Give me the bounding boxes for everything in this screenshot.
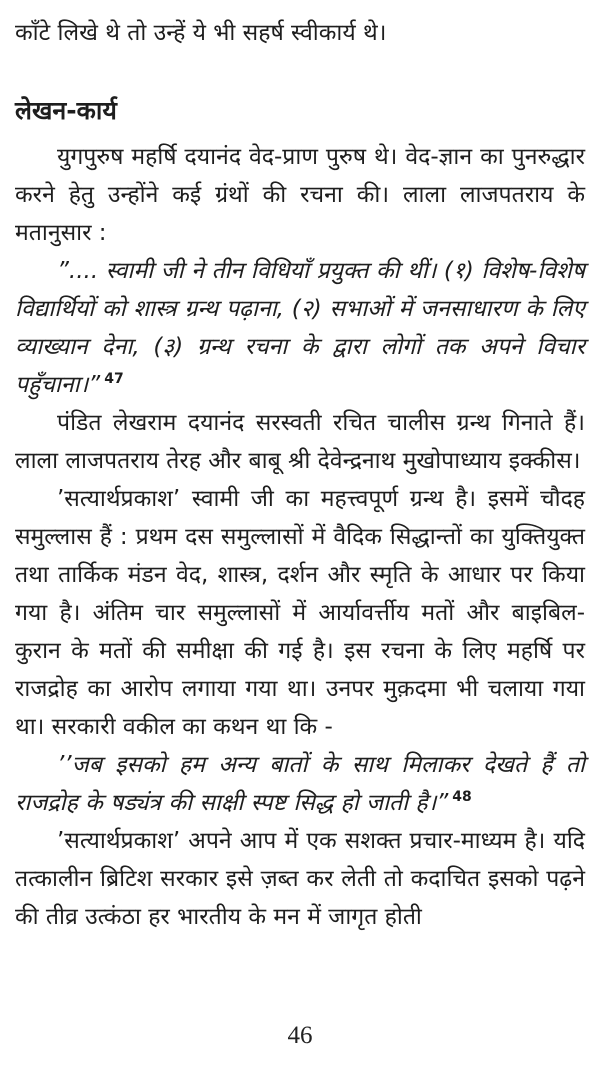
paragraph-intro: युगपुरुष महर्षि दयानंद वेद-प्राण पुरुष थे। वेद-ज्ञान का पुनरुद्धार करने हेतु उन्होंने कई ग्रंथों की रचना की। लाला लाजपतराय के मतानुसार : <box>15 144 585 246</box>
paragraph-granth-count: पंडित लेखराम दयानंद सरस्वती रचित चालीस ग्रन्थ गिनाते हैं। लाला लाजपतराय तेरह और बाबू श्री देवेन्द्रनाथ मुखोपाध्याय इक्कीस। <box>15 410 585 474</box>
quotation-1-text: ”.... स्वामी जी ने तीन विधियाँ प्रयुक्त की थीं। (१) विशेष-विशेष विद्यार्थियों को शास्त्र ग्रन्थ पढ़ाना, (२) सभाओं में जनसाधारण के लिए व्याख्यान देना, (३) ग्रन्थ रचना के द्वारा लोगों तक अपने विचार पहुँचाना।” <box>15 258 585 398</box>
section-heading: लेखन-कार्य <box>15 96 117 125</box>
page-body <box>15 14 585 936</box>
quotation-2-text: ’’जब इसको हम अन्य बातों के साथ मिलाकर देखते हैं तो राजद्रोह के षड्यंत्र की साक्षी स्पष्ट सिद्ध हो जाती है।” <box>15 752 585 816</box>
continuation-paragraph: काँटे लिखे थे तो उन्हें ये भी सहर्ष स्वीकार्य थे। <box>15 20 387 46</box>
page-number: 46 <box>287 1022 313 1049</box>
footnote-ref-47: 47 <box>104 371 124 388</box>
paragraph-prachar-madhyam: ’सत्यार्थप्रकाश’ अपने आप में एक सशक्त प्रचार-माध्यम है। यदि तत्कालीन ब्रिटिश सरकार इसे ज़ब्त कर लेती तो कदाचित इसको पढ़ने की तीव्र उत्कंठा हर भारतीय के मन में जागृत होती <box>15 828 585 930</box>
paragraph-satyarth-prakash: ’सत्यार्थप्रकाश’ स्वामी जी का महत्त्वपूर्ण ग्रन्थ है। इसमें चौदह समुल्लास हैं : प्रथम दस समुल्लासों में वैदिक सिद्धान्तों का युक्तियुक्त तथा तार्किक मंडन वेद, शास्त्र, दर्शन और स्मृति के आधार पर किया गया है। अंतिम चार समुल्लासों में आर्यावर्त्तीय मतों और बाइबिल-कुरान के मतों की समीक्षा की गई है। इस रचना के लिए महर्षि पर राजद्रोह का आरोप लगाया गया था। उनपर मुक़दमा भी चलाया गया था। सरकारी वकील का कथन था कि - <box>15 486 585 740</box>
quotation-government-lawyer <box>15 746 585 822</box>
footnote-ref-48: 48 <box>452 789 472 806</box>
quotation-lajpat-rai <box>15 252 585 404</box>
